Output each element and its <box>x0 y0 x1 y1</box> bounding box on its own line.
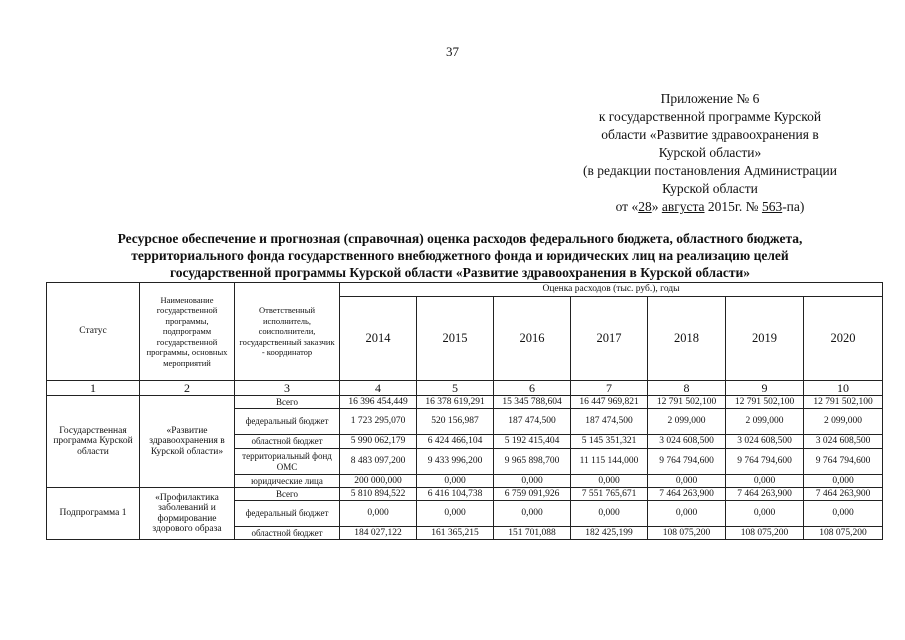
value-cell: 0,000 <box>494 501 571 527</box>
value-cell: 182 425,199 <box>571 527 648 540</box>
header-year: 2018 <box>648 297 726 381</box>
appendix-line: Курской области» <box>658 145 762 160</box>
value-cell: 8 483 097,200 <box>340 449 417 475</box>
value-cell: 108 075,200 <box>648 527 726 540</box>
doc-suffix: -па) <box>782 199 805 214</box>
row-label: Всего <box>235 396 340 409</box>
value-cell: 7 551 765,671 <box>571 488 648 501</box>
value-cell: 3 024 608,500 <box>726 435 804 449</box>
value-cell: 9 764 794,600 <box>648 449 726 475</box>
value-cell: 0,000 <box>804 475 883 488</box>
value-cell: 0,000 <box>494 475 571 488</box>
header-year: 2015 <box>417 297 494 381</box>
value-cell: 5 810 894,522 <box>340 488 417 501</box>
doc-number: 563 <box>761 199 783 214</box>
appendix-date-line <box>520 198 900 216</box>
title-line: государственной программы Курской области «Развитие здравоохранения в Курской области» <box>169 265 751 280</box>
row-label: Всего <box>235 488 340 501</box>
appendix-header <box>520 90 900 216</box>
value-cell: 5 990 062,179 <box>340 435 417 449</box>
header-year: 2016 <box>494 297 571 381</box>
value-cell: 0,000 <box>648 475 726 488</box>
value-cell: 7 464 263,900 <box>726 488 804 501</box>
row-label: федеральный бюджет <box>235 501 340 527</box>
value-cell: 2 099,000 <box>804 409 883 435</box>
value-cell: 12 791 502,100 <box>648 396 726 409</box>
value-cell: 187 474,500 <box>494 409 571 435</box>
value-cell: 0,000 <box>417 475 494 488</box>
value-cell: 6 416 104,738 <box>417 488 494 501</box>
value-cell: 3 024 608,500 <box>804 435 883 449</box>
column-number: 6 <box>494 381 571 396</box>
value-cell: 12 791 502,100 <box>804 396 883 409</box>
title-line: Ресурсное обеспечение и прогнозная (справочная) оценка расходов федерального бюджета, областного бюджета, <box>117 231 803 246</box>
table-row <box>47 396 883 409</box>
date-day: 28 <box>638 199 652 214</box>
header-year: 2019 <box>726 297 804 381</box>
header-status: Статус <box>47 283 140 381</box>
program-name: «Развитие здравоохранения в Курской области» <box>140 396 235 488</box>
column-number: 5 <box>417 381 494 396</box>
header-name: Наименование государственной программы, подпрограмм государственной программы, основных мероприятий <box>140 283 235 381</box>
value-cell: 0,000 <box>571 475 648 488</box>
value-cell: 0,000 <box>340 501 417 527</box>
value-cell: 16 447 969,821 <box>571 396 648 409</box>
value-cell: 2 099,000 <box>726 409 804 435</box>
value-cell: 5 192 415,404 <box>494 435 571 449</box>
row-label: юридические лица <box>235 475 340 488</box>
value-cell: 0,000 <box>726 475 804 488</box>
budget-table <box>46 282 883 540</box>
date-month: августа <box>661 199 705 214</box>
table-row <box>47 488 883 501</box>
value-cell: 6 424 466,104 <box>417 435 494 449</box>
value-cell: 9 764 794,600 <box>726 449 804 475</box>
date-prefix: от « <box>615 199 639 214</box>
value-cell: 2 099,000 <box>648 409 726 435</box>
date-year: 2015г. № <box>707 199 759 214</box>
value-cell: 151 701,088 <box>494 527 571 540</box>
value-cell: 5 145 351,321 <box>571 435 648 449</box>
value-cell: 161 365,215 <box>417 527 494 540</box>
row-label: областной бюджет <box>235 527 340 540</box>
subprogram-name: «Профилактика заболеваний и формирование здорового образа <box>140 488 235 540</box>
value-cell: 0,000 <box>804 501 883 527</box>
value-cell: 0,000 <box>648 501 726 527</box>
value-cell: 16 378 619,291 <box>417 396 494 409</box>
value-cell: 1 723 295,070 <box>340 409 417 435</box>
column-number: 7 <box>571 381 648 396</box>
value-cell: 3 024 608,500 <box>648 435 726 449</box>
column-number: 2 <box>140 381 235 396</box>
row-label: федеральный бюджет <box>235 409 340 435</box>
column-number: 9 <box>726 381 804 396</box>
header-estimate: Оценка расходов (тыс. руб.), годы <box>340 283 883 297</box>
value-cell: 15 345 788,604 <box>494 396 571 409</box>
column-number: 3 <box>235 381 340 396</box>
column-number: 4 <box>340 381 417 396</box>
value-cell: 6 759 091,926 <box>494 488 571 501</box>
value-cell: 9 764 794,600 <box>804 449 883 475</box>
date-mid: » <box>651 199 659 214</box>
value-cell: 7 464 263,900 <box>804 488 883 501</box>
header-year: 2017 <box>571 297 648 381</box>
column-number: 10 <box>804 381 883 396</box>
value-cell: 9 965 898,700 <box>494 449 571 475</box>
value-cell: 9 433 996,200 <box>417 449 494 475</box>
document-title <box>60 230 860 281</box>
page-number: 37 <box>446 44 459 59</box>
column-number: 1 <box>47 381 140 396</box>
value-cell: 520 156,987 <box>417 409 494 435</box>
subprogram-status: Подпрограмма 1 <box>47 488 140 540</box>
value-cell: 16 396 454,449 <box>340 396 417 409</box>
value-cell: 12 791 502,100 <box>726 396 804 409</box>
appendix-line: к государственной программе Курской <box>598 109 822 124</box>
value-cell: 200 000,000 <box>340 475 417 488</box>
value-cell: 184 027,122 <box>340 527 417 540</box>
appendix-line: области «Развитие здравоохранения в <box>601 127 819 142</box>
value-cell: 0,000 <box>417 501 494 527</box>
row-label: областной бюджет <box>235 435 340 449</box>
title-line: территориального фонда государственного внебюджетного фонда и юридических лиц на реализацию целей <box>131 248 789 263</box>
value-cell: 7 464 263,900 <box>648 488 726 501</box>
value-cell: 0,000 <box>726 501 804 527</box>
row-label: территориальный фонд ОМС <box>235 449 340 475</box>
value-cell: 187 474,500 <box>571 409 648 435</box>
appendix-line: Приложение № 6 <box>660 91 760 106</box>
appendix-line: (в редакции постановления Администрации <box>583 163 837 178</box>
header-year: 2014 <box>340 297 417 381</box>
appendix-line: Курской области <box>662 181 758 196</box>
column-number: 8 <box>648 381 726 396</box>
program-status: Государственная программа Курской области <box>47 396 140 488</box>
value-cell: 108 075,200 <box>726 527 804 540</box>
header-year: 2020 <box>804 297 883 381</box>
value-cell: 0,000 <box>571 501 648 527</box>
value-cell: 108 075,200 <box>804 527 883 540</box>
header-responsible: Ответственный исполнитель, соисполнители, государственный заказчик - координатор <box>235 283 340 381</box>
value-cell: 11 115 144,000 <box>571 449 648 475</box>
